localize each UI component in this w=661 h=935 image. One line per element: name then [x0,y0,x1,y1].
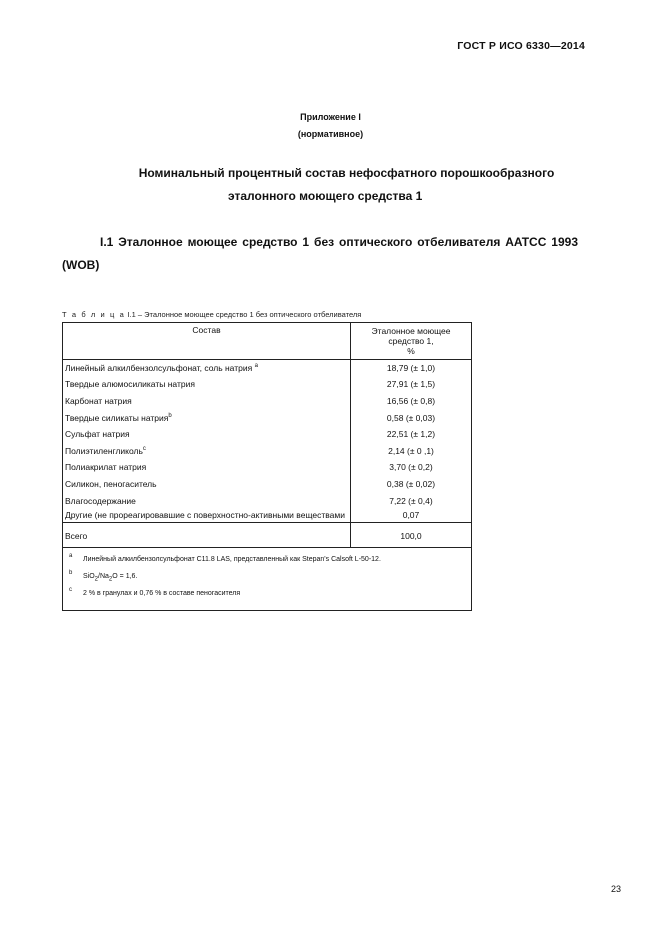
component-name: Полиэтиленгликоль$^c$ [63,442,351,459]
header-composition: Состав [63,323,351,360]
component-value: 0,07 [351,509,472,523]
appendix-heading-line1: Номинальный процентный состав нефосфатного порошкообразного [138,166,555,180]
component-name: Другие (не прореагировавшие с поверхностно-активными веществами [63,509,351,523]
table-row [63,409,472,426]
total-row [63,522,472,547]
component-value: 18,79 (± 1,0) [351,360,472,377]
table-row [63,376,472,393]
table-header-row [63,323,472,360]
table-row [63,459,472,476]
table-row [63,442,472,459]
header-line: % [407,346,415,356]
table-row [63,426,472,443]
component-value: 27,91 (± 1,5) [351,376,472,393]
table-caption-text: I.1 – Эталонное моющее средство 1 без оптического отбеливателя [125,310,362,319]
footnote [69,585,471,602]
footnote-text: $SiO_2/Na_2O = 1,6$. [83,572,138,583]
footnote [69,551,471,568]
footnotes-row [63,547,472,610]
table-row [63,509,472,523]
appendix-title: Приложение I [300,112,361,122]
appendix-heading-line2: эталонного моющего средства 1 [228,189,423,203]
appendix-status: (нормативное) [297,129,364,139]
header-line: средство 1, [388,336,434,346]
table-caption-prefix: Т а б л и ц а [62,310,126,319]
component-name: Влагосодержание [63,492,351,509]
section-heading-line2: (WOB) [62,258,100,272]
table-row [63,393,472,410]
component-value: 16,56 (± 0,8) [351,393,472,410]
footnote [69,568,471,585]
table-row [63,492,472,509]
component-name: Твердые силикаты натрия$^b$ [63,409,351,426]
footnote-mark: b [69,570,73,577]
composition-table [62,322,472,611]
component-value: 0,58 (± 0,03) [351,409,472,426]
table-caption [62,310,361,319]
total-label: Всего [63,522,351,547]
footnote-ref: b [168,412,172,419]
component-value: 7,22 (± 0,4) [351,492,472,509]
footnotes [63,547,472,610]
total-value: 100,0 [351,522,472,547]
component-value: 2,14 (± 0 ,1) [351,442,472,459]
component-name: Силикон, пеногаситель [63,476,351,493]
component-name: Карбонат натрия [63,393,351,410]
header-line: Эталонное моющее [371,326,451,336]
component-value: 22,51 (± 1,2) [351,426,472,443]
standard-designation: ГОСТ Р ИСО 6330—2014 [457,40,585,52]
footnote-ref: c [142,445,146,452]
component-name: Твердые алюмосиликаты натрия [63,376,351,393]
footnote-text: 2 % в гранулах и 0,76 % в составе пеногасителя [83,589,241,597]
footnote-ref: a [254,363,258,370]
footnote-mark: c [69,587,72,594]
page-number: 23 [610,884,621,894]
footnote-text: Линейный алкилбензолсульфонат C11.8 LAS, представленный как Stepan's Calsoft L-50-12. [83,555,381,563]
component-value: 3,70 (± 0,2) [351,459,472,476]
header-reference-detergent [351,323,472,360]
component-value: 0,38 (± 0,02) [351,476,472,493]
component-name: Сульфат натрия [63,426,351,443]
section-heading-line1: I.1 Эталонное моющее средство 1 без оптического отбеливателя AATCC 1993 [100,235,578,249]
component-name: Линейный алкилбензолсульфонат, соль натрия $^a$ [63,360,351,377]
table-row [63,476,472,493]
table-row [63,360,472,377]
component-name: Полиакрилат натрия [63,459,351,476]
footnote-mark: a [69,553,73,560]
